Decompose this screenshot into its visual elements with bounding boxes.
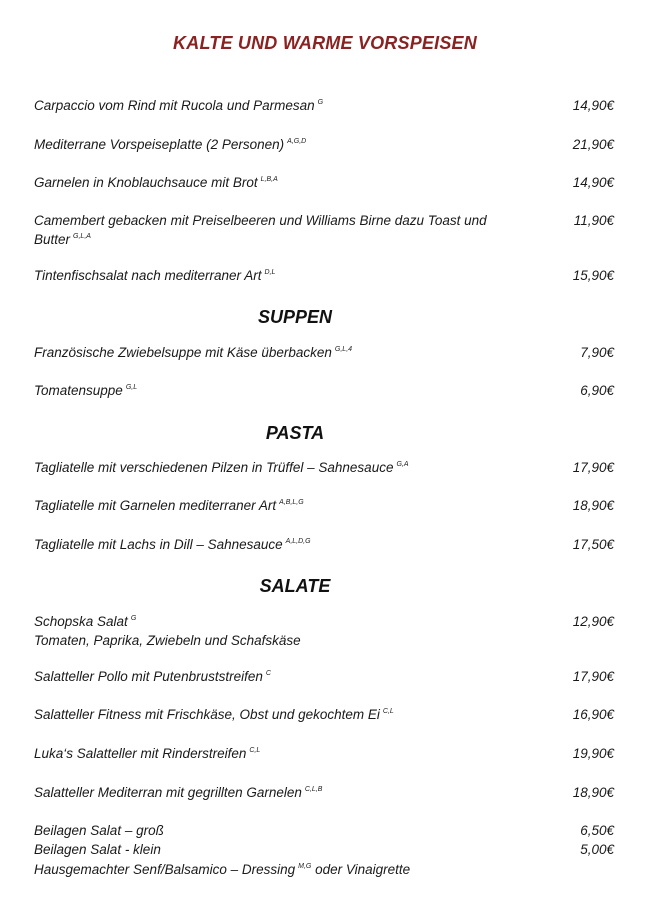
allergen-codes: L,B,A bbox=[260, 176, 278, 183]
item-price: 6,90€ bbox=[580, 383, 614, 398]
item-price: 17,90€ bbox=[572, 460, 614, 475]
item-price: 17,50€ bbox=[572, 537, 614, 552]
item-price: 14,90€ bbox=[572, 98, 614, 113]
item-description: Tomaten, Paprika, Zwiebeln und Schafskäse bbox=[34, 633, 301, 648]
allergen-codes: G,L bbox=[125, 384, 138, 391]
allergen-codes: A,G,D bbox=[287, 138, 307, 145]
item-price: 12,90€ bbox=[572, 614, 614, 629]
item-price: 21,90€ bbox=[572, 137, 614, 152]
allergen-codes: G,L,4 bbox=[334, 346, 353, 353]
allergen-codes: G bbox=[130, 615, 137, 622]
item-price: 18,90€ bbox=[572, 785, 614, 800]
allergen-codes: C bbox=[265, 670, 271, 677]
allergen-codes: G bbox=[317, 99, 324, 106]
item-price: 18,90€ bbox=[572, 498, 614, 513]
menu-page: KALTE UND WARME VORSPEISEN Carpaccio vom Rind mit Rucola und Parmesan $^G$ 14,90€ Mediterrane Vorspeiseplatte (2 Personen) $^{A,G,D}$ 21,90€ Garnelen in Knoblauchsauce mit Brot $^{L,B,A}$ 14,90€ Camembert gebacken mit Preiselbeeren und Williams Birne dazu Toast und Butter $^{G,L,A}$ 11,90€ Tintenfischsalat nach mediterraner Art $^{D,L}$ 15,90€ SUPPEN Französische Zwiebelsuppe mit Käse überbacken $^{G,L,4}$ 7,90€ Tomatensuppe $^{G,L}$ 6,90€ PASTA Tagliatelle mit verschiedenen Pilzen in Trüffel – Sahnesauce $^{G,A}$ 17,90€ Tagliatelle mit Garnelen mediterraner Art $^{A,B,L,G}$ 18,90€ Tagliatelle mit Lachs in Dill – Sahnesauce $^{A,L,D,G}$ 17,50€ SALATE Schopska Salat $^G$ Tomaten, Paprika, Zwiebeln und Schafskäse 12,90€ Salatteller Pollo mit Putenbruststreifen $^C$ 17,90€ Salatteller Fitness mit Frischkäse, Obst und gekochtem Ei $^{C,L}$ 16,90€ Luka‘s Salatteller mit Rinderstreifen $^{C,L}$ 19,90€ Salatteller Mediterran mit gegrillten Garnelen $^{C,L,B}$ 18,90€ Beilagen Salat – groß 6,50€ Beilagen Salat - klein 5,00€ Hausgemachter Senf/Balsamico – Dressing $^{M,G}$ oder Vinaigrette bbox=[0, 0, 650, 915]
item-price: 5,00€ bbox=[580, 842, 614, 857]
section-heading-suppen: SUPPEN bbox=[257, 307, 333, 327]
allergen-codes: D,L bbox=[264, 269, 276, 276]
section-heading-salate: SALATE bbox=[259, 576, 331, 596]
item-price: 6,50€ bbox=[580, 823, 614, 838]
allergen-codes: A,L,D,G bbox=[285, 538, 311, 545]
item-price: 17,90€ bbox=[572, 669, 614, 684]
item-price: 19,90€ bbox=[572, 746, 614, 761]
allergen-codes: G,A bbox=[396, 461, 409, 468]
allergen-codes: M,G bbox=[298, 863, 312, 870]
allergen-codes: G,L,A bbox=[73, 233, 91, 240]
allergen-codes: A,B,L,G bbox=[279, 499, 304, 506]
item-price: 16,90€ bbox=[572, 707, 614, 722]
allergen-codes: C,L bbox=[249, 747, 261, 754]
allergen-codes: C,L bbox=[382, 708, 394, 715]
section-heading-pasta: PASTA bbox=[265, 423, 325, 443]
item-price: 7,90€ bbox=[580, 345, 614, 360]
item-price: 15,90€ bbox=[572, 268, 614, 283]
menu-title: KALTE UND WARME VORSPEISEN bbox=[173, 33, 477, 53]
allergen-codes: C,L,B bbox=[304, 786, 323, 793]
item-price: 14,90€ bbox=[572, 175, 614, 190]
item-price: 11,90€ bbox=[573, 213, 614, 228]
